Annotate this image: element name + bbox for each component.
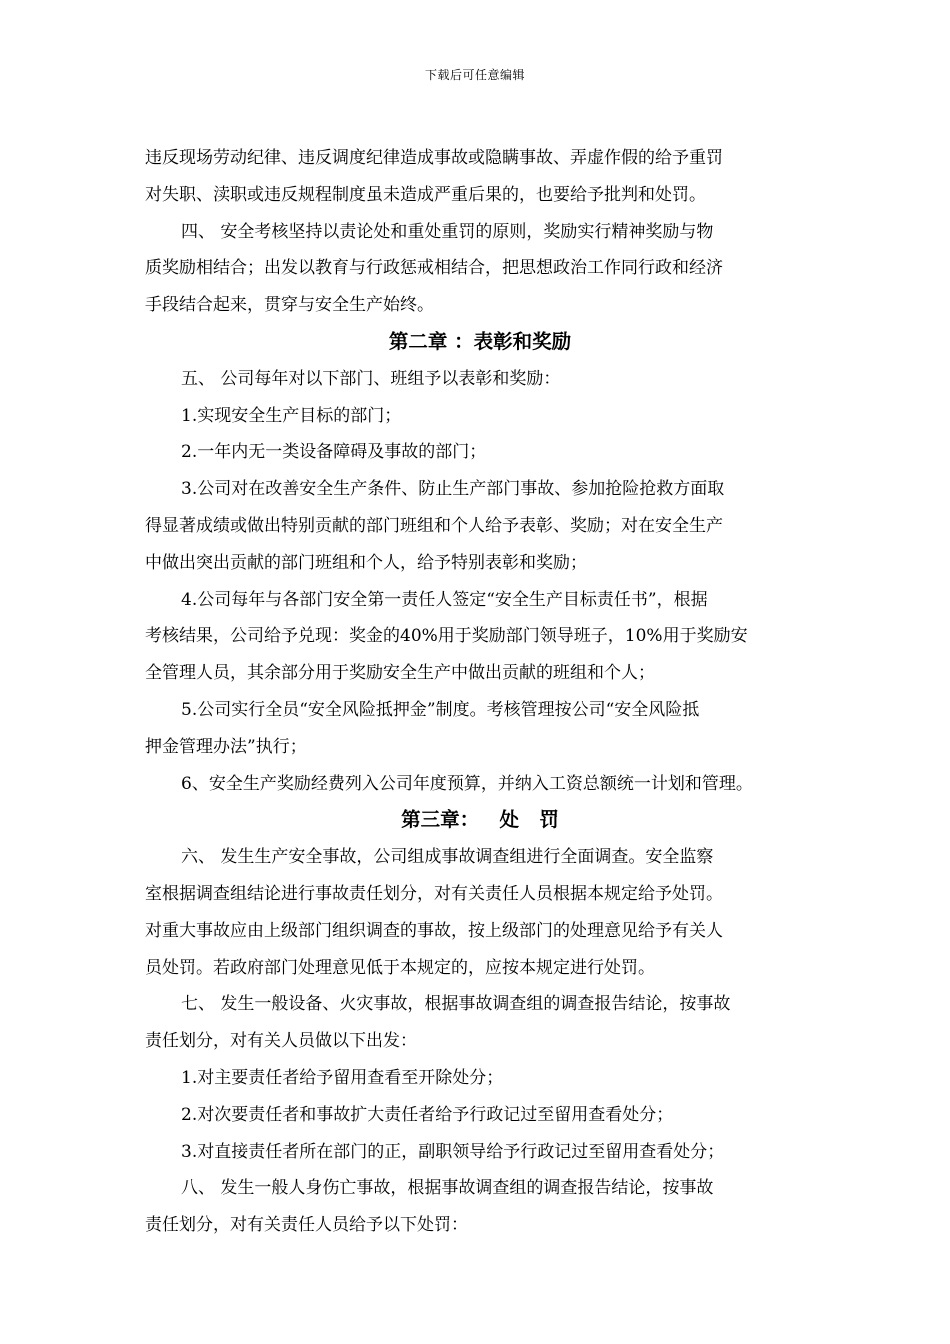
chapter-three-heading: 第三章： 处 罚 bbox=[401, 808, 559, 832]
list-item: 2.对次要责任者和事故扩大责任者给予行政记过至留用查看处分； bbox=[181, 1104, 674, 1125]
list-item: 1.对主要责任者给予留用查看至开除处分； bbox=[181, 1067, 504, 1088]
list-item: 1.实现安全生产目标的部门； bbox=[181, 405, 402, 426]
paragraph-line: 得显著成绩或做出特别贡献的部门班组和个人给予表彰、奖励；对在安全生产 bbox=[145, 515, 723, 536]
list-item: 3.对直接责任者所在部门的正，副职领导给予行政记过至留用查看处分； bbox=[181, 1141, 725, 1162]
document-body bbox=[145, 140, 815, 1244]
chapter-two-heading: 第二章 ：表彰和奖励 bbox=[388, 329, 572, 353]
paragraph-line: 责任划分，对有关责任人员给予以下处罚： bbox=[145, 1215, 468, 1236]
paragraph-line: 违反现场劳动纪律、违反调度纪律造成事故或隐瞒事故、弄虚作假的给予重罚 bbox=[145, 148, 723, 168]
paragraph-line: 对失职、渎职或违反规程制度虽未造成严重后果的，也要给予批判和处罚。 bbox=[145, 184, 706, 205]
paragraph-line: 手段结合起来，贯穿与安全生产始终。 bbox=[145, 295, 434, 316]
paragraph-line: 中做出突出贡献的部门班组和个人，给予特别表彰和奖励； bbox=[145, 552, 587, 573]
paragraph-line: 五、 公司每年对以下部门、班组予以表彰和奖励： bbox=[181, 368, 561, 389]
paragraph-line: 责任划分，对有关人员做以下出发： bbox=[145, 1031, 417, 1052]
list-item: 2.一年内无一类设备障碍及事故的部门； bbox=[181, 442, 487, 463]
paragraph-line: 六、 发生生产安全事故，公司组成事故调查组进行全面调查。安全监察 bbox=[181, 847, 714, 868]
paragraph-line: 对重大事故应由上级部门组织调查的事故，按上级部门的处理意见给予有关人 bbox=[145, 920, 723, 941]
paragraph-line: 员处罚。若政府部门处理意见低于本规定的，应按本规定进行处罚。 bbox=[145, 957, 655, 978]
paragraph-line: 考核结果，公司给予兑现：奖金的40%用于奖励部门领导班子，10%用于奖励安 bbox=[145, 626, 748, 647]
list-item: 5.公司实行全员“安全风险抵押金”制度。考核管理按公司“安全风险抵 bbox=[181, 699, 700, 720]
list-item: 4.公司每年与各部门安全第一责任人签定“安全生产目标责任书”，根据 bbox=[181, 589, 708, 610]
paragraph-line: 押金管理办法”执行； bbox=[145, 736, 307, 757]
paragraph-line: 室根据调查组结论进行事故责任划分，对有关责任人员根据本规定给予处罚。 bbox=[145, 883, 723, 904]
paragraph-line: 八、 发生一般人身伤亡事故，根据事故调查组的调查报告结论，按事故 bbox=[181, 1178, 714, 1199]
paragraph-line: 全管理人员，其余部分用于奖励安全生产中做出贡献的班组和个人； bbox=[145, 663, 655, 684]
page-header-note: 下载后可任意编辑 bbox=[424, 68, 525, 82]
paragraph-line: 四、 安全考核坚持以责论处和重处重罚的原则，奖励实行精神奖励与物 bbox=[181, 221, 714, 242]
list-item: 6、安全生产奖励经费列入公司年度预算，并纳入工资总额统一计划和管理。 bbox=[181, 773, 753, 794]
paragraph-line: 质奖励相结合；出发以教育与行政惩戒相结合，把思想政治工作同行政和经济 bbox=[145, 258, 723, 279]
list-item: 3.公司对在改善安全生产条件、防止生产部门事故、参加抢险抢救方面取 bbox=[181, 479, 725, 500]
paragraph-line: 七、 发生一般设备、火灾事故，根据事故调查组的调查报告结论，按事故 bbox=[181, 994, 731, 1015]
